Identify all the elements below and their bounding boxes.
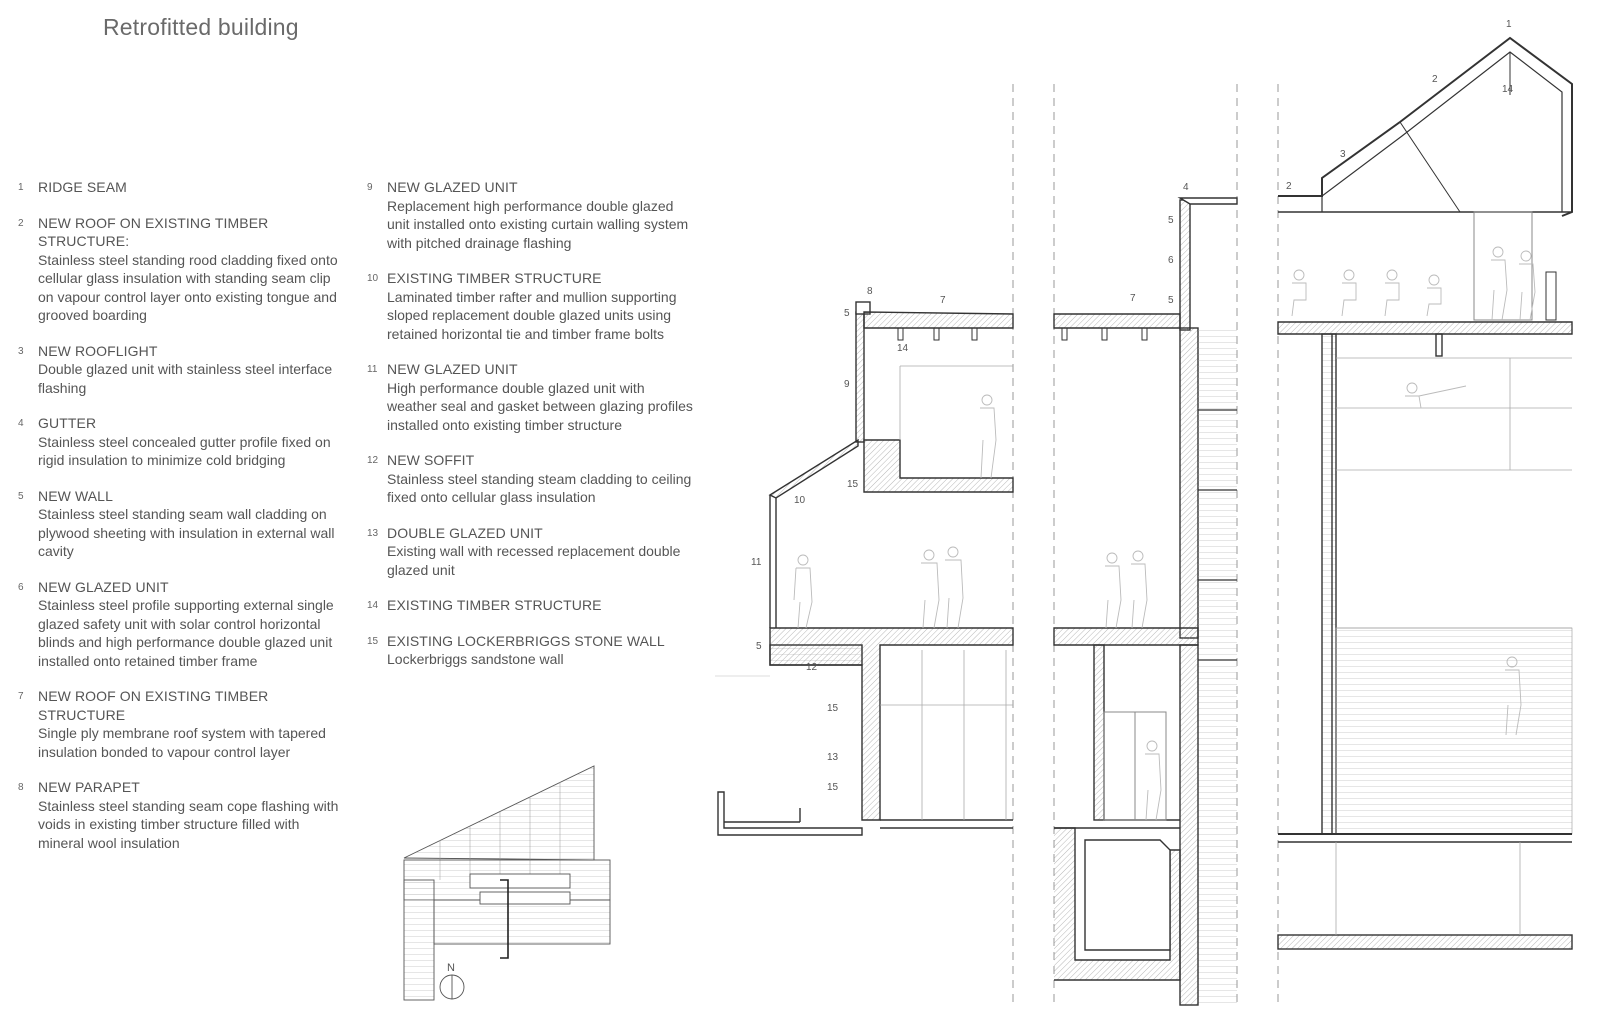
callout-3: 3: [1340, 149, 1346, 160]
callout-15: 15: [847, 479, 859, 490]
note-heading: DOUBLE GLAZED UNIT: [387, 524, 543, 541]
callout-15: 15: [827, 703, 839, 714]
person-figure: [1491, 247, 1507, 320]
note-description: Replacement high performance double glazed unit installed onto existing curtain walling system with pitched drainage flashing: [387, 197, 689, 251]
section-middle-block: [1054, 198, 1237, 1008]
callout-14: 14: [1502, 84, 1514, 95]
note-heading: NEW SOFFIT: [387, 452, 475, 468]
person-figure: [1131, 551, 1147, 628]
callout-5: 5: [1168, 295, 1174, 306]
note-number: 15: [367, 635, 379, 647]
note-number: 2: [18, 217, 24, 229]
person-figure: [1427, 275, 1441, 316]
person-figure: [1385, 270, 1399, 316]
note-description: High performance double glazed unit with weather seal and gasket between glazing profiles installed onto existing timber structure: [387, 379, 693, 433]
callout-6: 6: [1168, 255, 1174, 266]
note-heading: NEW ROOFLIGHT: [38, 342, 158, 359]
note-number: 9: [367, 182, 373, 193]
callout-14: 14: [897, 343, 909, 354]
note-heading: NEW GLAZED UNIT: [387, 179, 518, 195]
note-number: 8: [18, 782, 24, 793]
person-figure: [1519, 251, 1535, 320]
person-figure: [945, 547, 963, 628]
note-description: Laminated timber rafter and mullion supporting sloped replacement double glazed units using retained horizontal tie and timber frame bolts: [387, 288, 677, 342]
callout-11: 11: [751, 557, 762, 568]
note-heading: NEW ROOF ON EXISTING TIMBER STRUCTURE: [38, 688, 269, 723]
callout-8: 8: [867, 286, 873, 297]
note-description: Stainless steel standing rood cladding fixed onto cellular glass insulation with standing seam clip on vapour control layer onto existing tongue and grooved boarding: [38, 251, 338, 323]
note-number: 4: [18, 418, 24, 429]
callout-2: 2: [1286, 181, 1292, 192]
section-right-block: [1278, 38, 1572, 949]
person-figure: [1105, 553, 1121, 628]
note-number: 5: [18, 490, 24, 502]
north-label: N: [447, 962, 455, 974]
callout-5: 5: [756, 641, 762, 652]
note-description: Stainless steel standing seam wall cladding on plywood sheeting with insulation in external wall cavity: [38, 506, 335, 559]
section-left-block: [715, 302, 1013, 835]
callout-15: 15: [827, 782, 839, 793]
key-plan: [404, 766, 610, 1000]
note-heading: EXISTING TIMBER STRUCTURE: [387, 597, 602, 613]
note-heading: NEW GLAZED UNIT: [387, 361, 518, 377]
callout-5: 5: [844, 308, 850, 319]
note-description: Double glazed unit with stainless steel interface flashing: [38, 361, 333, 396]
note-heading: NEW WALL: [38, 487, 113, 504]
callout-12: 12: [806, 662, 818, 673]
person-figure: [980, 395, 996, 478]
note-number: 1: [18, 182, 24, 193]
callout-10: 10: [794, 495, 806, 506]
note-number: 14: [367, 600, 379, 611]
note-heading: GUTTER: [38, 415, 97, 431]
callout-9: 9: [844, 379, 850, 390]
note-number: 10: [367, 273, 379, 284]
callout-1: 1: [1506, 19, 1512, 30]
note-number: 13: [367, 527, 379, 539]
callout-5: 5: [1168, 215, 1174, 226]
note-description: Single ply membrane roof system with tapered insulation bonded to vapour control layer: [38, 725, 326, 760]
person-figure: [794, 555, 812, 628]
note-heading: NEW ROOF ON EXISTING TIMBER STRUCTURE:: [38, 214, 269, 249]
note-number: 3: [18, 345, 24, 357]
note-number: 12: [367, 455, 379, 466]
note-description: Stainless steel standing steam cladding to ceiling fixed onto cellular glass insulation: [387, 470, 692, 505]
note-heading: NEW PARAPET: [38, 779, 140, 795]
note-description: Existing wall with recessed replacement double glazed unit: [387, 543, 681, 578]
person-figure: [921, 550, 939, 628]
note-description: Stainless steel profile supporting external single glazed safety unit with solar control horizontal blinds and high performance double glazed unit installed onto retained timber frame: [38, 597, 334, 669]
note-description: Lockerbriggs sandstone wall: [387, 651, 564, 667]
note-heading: EXISTING LOCKERBRIGGS STONE WALL: [387, 632, 665, 649]
note-heading: NEW GLAZED UNIT: [38, 578, 169, 595]
note-heading: EXISTING TIMBER STRUCTURE: [387, 270, 602, 286]
note-description: Stainless steel standing seam cope flashing with voids in existing timber structure filled with mineral wool insulation: [38, 797, 339, 851]
callout-13: 13: [827, 752, 839, 763]
note-number: 6: [18, 581, 24, 593]
person-figure: [1145, 741, 1161, 820]
note-number: 11: [367, 364, 378, 375]
page-title: Retrofitted building: [103, 14, 299, 40]
person-figure: [1405, 383, 1466, 408]
note-heading: RIDGE SEAM: [38, 179, 127, 195]
note-number: 7: [18, 691, 24, 702]
callout-7: 7: [940, 295, 946, 306]
callout-4: 4: [1183, 182, 1189, 193]
person-figure: [1292, 270, 1306, 316]
callout-2: 2: [1432, 74, 1438, 85]
callout-7: 7: [1130, 293, 1136, 304]
note-description: Stainless steel concealed gutter profile fixed on rigid insulation to minimize cold bridging: [38, 433, 331, 468]
person-figure: [1342, 270, 1356, 316]
